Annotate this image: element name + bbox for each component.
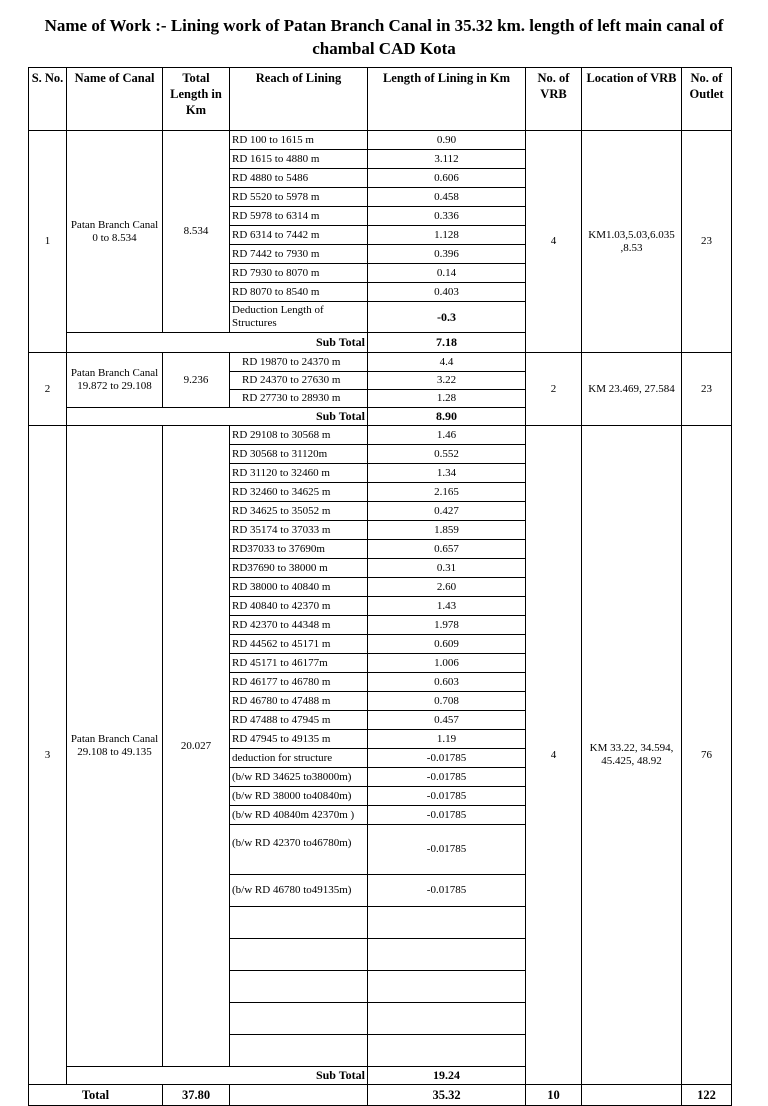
total-reach-blank bbox=[230, 1085, 368, 1106]
reach-cell: RD 24370 to 27630 m bbox=[230, 372, 368, 390]
length-cell bbox=[368, 1035, 526, 1067]
reach-cell: RD 4880 to 5486 bbox=[230, 169, 368, 188]
vrb-location-cell: KM1.03,5.03,6.035 ,8.53 bbox=[582, 131, 682, 353]
col-header-vrb-count: No. of VRB bbox=[526, 68, 582, 131]
length-cell: 0.552 bbox=[368, 445, 526, 464]
length-cell: 0.657 bbox=[368, 540, 526, 559]
length-cell: 1.128 bbox=[368, 226, 526, 245]
vrb-count-cell: 2 bbox=[526, 353, 582, 426]
length-cell: 0.336 bbox=[368, 207, 526, 226]
total-lining-sum: 35.32 bbox=[368, 1085, 526, 1106]
subtotal-value: 7.18 bbox=[368, 333, 526, 353]
reach-cell: RD 5520 to 5978 m bbox=[230, 188, 368, 207]
length-cell: 1.46 bbox=[368, 426, 526, 445]
canal-name-cell: Patan Branch Canal 29.108 to 49.135 bbox=[67, 426, 163, 1067]
reach-cell: Deduction Length of Structures bbox=[230, 302, 368, 333]
col-header-outlets: No. of Outlet bbox=[682, 68, 732, 131]
outlet-count-cell: 76 bbox=[682, 426, 732, 1085]
col-header-vrb-location: Location of VRB bbox=[582, 68, 682, 131]
reach-cell: RD 44562 to 45171 m bbox=[230, 635, 368, 654]
reach-cell: RD37033 to 37690m bbox=[230, 540, 368, 559]
total-length-cell: 8.534 bbox=[163, 131, 230, 333]
total-length-cell: 20.027 bbox=[163, 426, 230, 1067]
reach-cell: RD 40840 to 42370 m bbox=[230, 597, 368, 616]
reach-cell bbox=[230, 825, 368, 875]
reach-cell: RD37690 to 38000 m bbox=[230, 559, 368, 578]
deduction-heading: (b/w RD 42370 to46780m) bbox=[232, 836, 352, 849]
reach-cell: RD 46177 to 46780 m bbox=[230, 673, 368, 692]
reach-cell: (b/w RD 34625 to38000m) bbox=[230, 768, 368, 787]
length-cell: 0.31 bbox=[368, 559, 526, 578]
reach-cell: RD 8070 to 8540 m bbox=[230, 283, 368, 302]
reach-cell: RD 7930 to 8070 m bbox=[230, 264, 368, 283]
subtotal-label: Sub Total bbox=[67, 408, 368, 426]
table-header-row bbox=[29, 68, 732, 131]
reach-cell: (b/w RD 46780 to49135m) bbox=[230, 875, 368, 907]
vrb-count-cell: 4 bbox=[526, 131, 582, 353]
length-cell: 3.22 bbox=[368, 372, 526, 390]
length-cell: -0.3 bbox=[368, 302, 526, 333]
reach-cell: RD 32460 to 34625 m bbox=[230, 483, 368, 502]
reach-cell: RD 1615 to 4880 m bbox=[230, 150, 368, 169]
length-cell: 0.458 bbox=[368, 188, 526, 207]
total-length-cell: 9.236 bbox=[163, 353, 230, 408]
col-header-reach: Reach of Lining bbox=[230, 68, 368, 131]
length-cell: 0.90 bbox=[368, 131, 526, 150]
deduction-range bbox=[232, 850, 254, 862]
length-cell bbox=[368, 971, 526, 1003]
col-header-total-length: Total Length in Km bbox=[163, 68, 230, 131]
subtotal-label: Sub Total bbox=[67, 333, 368, 353]
grand-total-row bbox=[29, 1085, 732, 1106]
length-cell: -0.01785 bbox=[368, 749, 526, 768]
reach-cell: RD 7442 to 7930 m bbox=[230, 245, 368, 264]
length-cell: 1.978 bbox=[368, 616, 526, 635]
subtotal-value: 8.90 bbox=[368, 408, 526, 426]
vrb-count-cell: 4 bbox=[526, 426, 582, 1085]
length-cell: 1.34 bbox=[368, 464, 526, 483]
total-location-blank bbox=[582, 1085, 682, 1106]
reach-cell: RD 30568 to 31120m bbox=[230, 445, 368, 464]
reach-cell: RD 31120 to 32460 m bbox=[230, 464, 368, 483]
canal-name-cell: Patan Branch Canal 0 to 8.534 bbox=[67, 131, 163, 333]
length-cell: 0.606 bbox=[368, 169, 526, 188]
length-cell: 1.28 bbox=[368, 390, 526, 408]
length-cell bbox=[368, 1003, 526, 1035]
vrb-location-cell: KM 23.469, 27.584 bbox=[582, 353, 682, 426]
col-header-canal: Name of Canal bbox=[67, 68, 163, 131]
outlet-count-cell: 23 bbox=[682, 353, 732, 426]
length-cell: 0.427 bbox=[368, 502, 526, 521]
length-cell: 0.457 bbox=[368, 711, 526, 730]
length-cell: 2.60 bbox=[368, 578, 526, 597]
canal-name-cell: Patan Branch Canal 19.872 to 29.108 bbox=[67, 353, 163, 408]
reach-cell: RD 19870 to 24370 m bbox=[230, 353, 368, 372]
reach-cell: deduction for structure bbox=[230, 749, 368, 768]
subtotal-label: Sub Total bbox=[67, 1067, 368, 1085]
length-cell: 0.403 bbox=[368, 283, 526, 302]
length-cell: 0.609 bbox=[368, 635, 526, 654]
outlet-count-cell: 23 bbox=[682, 131, 732, 353]
sno-cell: 1 bbox=[29, 131, 67, 353]
reach-cell bbox=[230, 1035, 368, 1067]
reach-cell: RD 29108 to 30568 m bbox=[230, 426, 368, 445]
length-cell: 2.165 bbox=[368, 483, 526, 502]
reach-cell bbox=[230, 1003, 368, 1035]
reach-cell: RD 35174 to 37033 m bbox=[230, 521, 368, 540]
length-cell: 0.14 bbox=[368, 264, 526, 283]
length-cell: 4.4 bbox=[368, 353, 526, 372]
reach-cell: RD 5978 to 6314 m bbox=[230, 207, 368, 226]
length-cell: 0.396 bbox=[368, 245, 526, 264]
reach-cell: RD 38000 to 40840 m bbox=[230, 578, 368, 597]
reach-cell: (b/w RD 38000 to40840m) bbox=[230, 787, 368, 806]
reach-cell: RD 47488 to 47945 m bbox=[230, 711, 368, 730]
subtotal-value: 19.24 bbox=[368, 1067, 526, 1085]
reach-cell: (b/w RD 40840m 42370m ) bbox=[230, 806, 368, 825]
vrb-location-cell: KM 33.22, 34.594, 45.425, 48.92 bbox=[582, 426, 682, 1085]
reach-cell: RD 42370 to 44348 m bbox=[230, 616, 368, 635]
length-cell: -0.01785 bbox=[368, 787, 526, 806]
length-cell: 3.112 bbox=[368, 150, 526, 169]
total-vrb-sum: 10 bbox=[526, 1085, 582, 1106]
length-cell bbox=[368, 907, 526, 939]
sno-cell: 2 bbox=[29, 353, 67, 426]
reach-cell: RD 6314 to 7442 m bbox=[230, 226, 368, 245]
length-cell: 0.708 bbox=[368, 692, 526, 711]
reach-cell: RD 45171 to 46177m bbox=[230, 654, 368, 673]
total-label: Total bbox=[29, 1085, 163, 1106]
length-cell: -0.01785 bbox=[368, 768, 526, 787]
col-header-sno: S. No. bbox=[29, 68, 67, 131]
reach-cell bbox=[230, 939, 368, 971]
col-header-length-lining: Length of Lining in Km bbox=[368, 68, 526, 131]
length-cell: 1.006 bbox=[368, 654, 526, 673]
length-cell: -0.01785 bbox=[368, 825, 526, 875]
length-cell bbox=[368, 939, 526, 971]
reach-cell: RD 34625 to 35052 m bbox=[230, 502, 368, 521]
lining-works-table bbox=[28, 67, 732, 1106]
table-row bbox=[29, 131, 732, 150]
length-cell: 1.859 bbox=[368, 521, 526, 540]
total-length-sum: 37.80 bbox=[163, 1085, 230, 1106]
table-row bbox=[29, 426, 732, 445]
length-cell: 1.43 bbox=[368, 597, 526, 616]
reach-cell bbox=[230, 971, 368, 1003]
reach-cell: RD 47945 to 49135 m bbox=[230, 730, 368, 749]
reach-cell: RD 100 to 1615 m bbox=[230, 131, 368, 150]
length-cell: -0.01785 bbox=[368, 875, 526, 907]
length-cell: 0.603 bbox=[368, 673, 526, 692]
length-cell: -0.01785 bbox=[368, 806, 526, 825]
reach-cell bbox=[230, 907, 368, 939]
table-row bbox=[29, 353, 732, 372]
document-title: Name of Work :- Lining work of Patan Branch Canal in 35.32 km. length of left main canal of chambal CAD Kota bbox=[44, 16, 724, 58]
total-outlet-sum: 122 bbox=[682, 1085, 732, 1106]
reach-cell: RD 27730 to 28930 m bbox=[230, 390, 368, 408]
sno-cell: 3 bbox=[29, 426, 67, 1085]
reach-cell: RD 46780 to 47488 m bbox=[230, 692, 368, 711]
length-cell: 1.19 bbox=[368, 730, 526, 749]
